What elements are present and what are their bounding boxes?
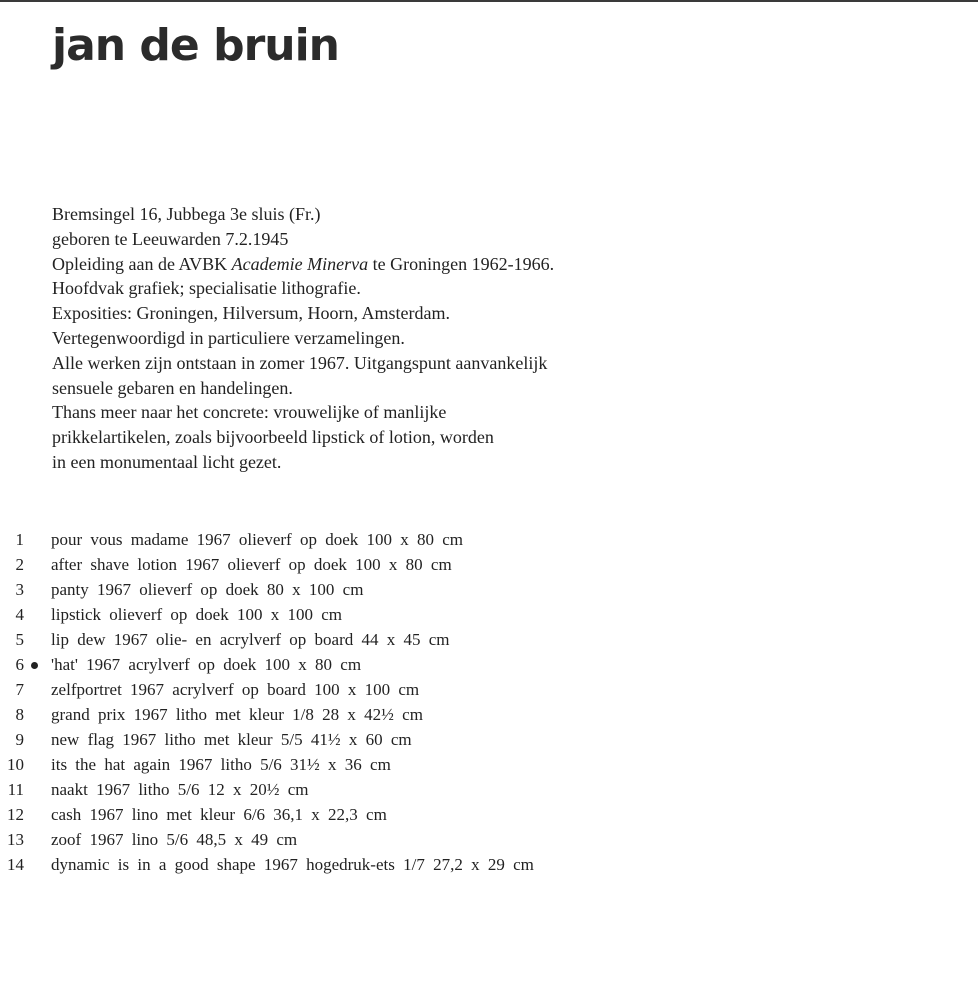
bio-text [52,202,672,475]
work-item [0,577,700,602]
bio-collections: Vertegenwoordigd in particuliere verzamelingen. [52,327,405,348]
work-description: after shave lotion 1967 olieverf op doek 100 x 80 cm [51,555,452,574]
page-title: jan de bruin [52,20,339,71]
bio-education-suffix: te Groningen 1962-1966. [368,253,555,274]
work-number: 3 [15,580,24,599]
work-item [0,727,700,752]
work-number: 6 [15,655,24,674]
work-item [0,602,700,627]
bio-text-line: Alle werken zijn ontstaan in zomer 1967. Uitgangspunt aanvankelijk [52,352,548,373]
work-description: zelfportret 1967 acrylverf op board 100 x 100 cm [51,680,420,699]
bio-academy-name: Academie Minerva [231,253,369,274]
bio-education-prefix: Opleiding aan de AVBK [52,253,232,274]
work-item [0,702,700,727]
work-description: cash 1967 lino met kleur 6/6 36,1 x 22,3 cm [51,805,387,824]
work-number: 14 [7,855,24,874]
work-number: 2 [15,555,24,574]
work-description: its the hat again 1967 litho 5/6 31½ x 36 cm [51,755,391,774]
bio-text-line: prikkelartikelen, zoals bijvoorbeeld lipstick of lotion, worden [52,427,494,448]
bullet-dot-icon [31,662,38,669]
works-list [0,527,700,877]
work-number: 8 [15,705,24,724]
bio-exhibitions: Exposities: Groningen, Hilversum, Hoorn, Amsterdam. [52,303,450,324]
work-number: 9 [15,730,24,749]
work-item [0,527,700,552]
work-number: 13 [7,830,24,849]
bio-address: Bremsingel 16, Jubbega 3e sluis (Fr.) [52,204,321,224]
work-description: new flag 1967 litho met kleur 5/5 41½ x 60 cm [51,730,412,749]
work-number: 7 [15,680,24,699]
work-description: pour vous madame 1967 olieverf op doek 100 x 80 cm [51,530,464,549]
work-description: zoof 1967 lino 5/6 48,5 x 49 cm [51,830,298,849]
top-rule [0,0,978,2]
work-description: lip dew 1967 olie- en acrylverf op board 44 x 45 cm [51,630,450,649]
work-description: 'hat' 1967 acrylverf op doek 100 x 80 cm [51,655,362,674]
work-item [0,627,700,652]
work-number: 4 [15,605,24,624]
work-description: lipstick olieverf op doek 100 x 100 cm [51,605,342,624]
work-number: 12 [7,805,24,824]
work-number: 11 [7,780,24,799]
work-description: naakt 1967 litho 5/6 12 x 20½ cm [51,780,309,799]
work-number: 10 [7,755,24,774]
work-description: panty 1967 olieverf op doek 80 x 100 cm [51,580,364,599]
bio-text-line: Thans meer naar het concrete: vrouwelijke of manlijke [52,402,447,423]
bio-major: Hoofdvak grafiek; specialisatie lithografie. [52,278,361,299]
bio-education [52,252,672,277]
work-item [0,652,700,677]
work-description: dynamic is in a good shape 1967 hogedruk-ets 1/7 27,2 x 29 cm [51,855,534,874]
work-number: 1 [15,530,24,549]
bio-born: geboren te Leeuwarden 7.2.1945 [52,228,289,249]
work-number: 5 [15,630,24,649]
work-item [0,552,700,577]
work-item [0,852,700,877]
work-item [0,827,700,852]
work-description: grand prix 1967 litho met kleur 1/8 28 x 42½ cm [51,705,423,724]
work-item [0,802,700,827]
bio-text-line: in een monumentaal licht gezet. [52,451,282,472]
work-item [0,677,700,702]
work-item [0,752,700,777]
bio-text-line: sensuele gebaren en handelingen. [52,377,293,398]
work-item [0,777,700,802]
